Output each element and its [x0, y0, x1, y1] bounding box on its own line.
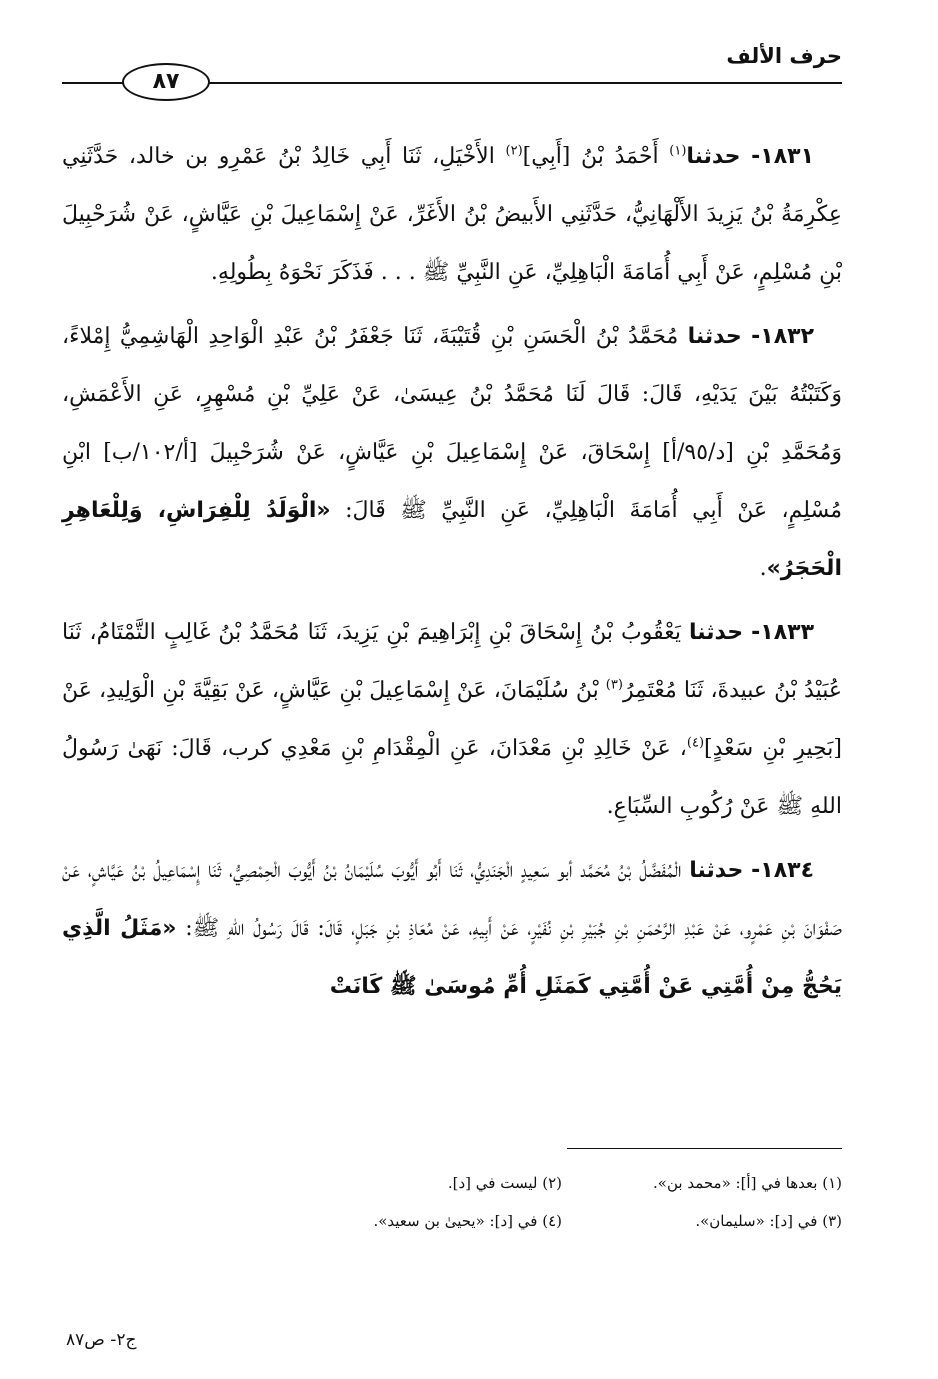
hadith-entry — [62, 604, 842, 836]
footnote-divider — [567, 1148, 842, 1149]
hadith-text: أَحْمَدُ بْنُ [أَبِي] — [522, 144, 670, 169]
hadith-entry — [62, 128, 842, 302]
footnote-ref: (٣) — [605, 677, 623, 693]
footnote-2 — [282, 1168, 562, 1206]
hadith-number: ١٨٣٢- — [751, 324, 814, 349]
footnote-text: بعدها في [أ]: «محمد بن». — [653, 1174, 818, 1192]
hadith-number: ١٨٣٤- — [751, 858, 814, 883]
footnote-id: (٣) — [822, 1212, 842, 1230]
hadith-opening: حدثنا — [687, 324, 742, 349]
volume-page-signature: ج٢- ص٨٧ — [66, 1330, 137, 1350]
footnote-4 — [282, 1206, 562, 1244]
hadith-text: مُحَمَّدُ بْنُ الْحَسَنِ بْنِ قُتَيْبَةَ، ثَنَا جَعْفَرُ بْنُ عَبْدِ الْوَاحِدِ الْهَاشِمِيُّ إِمْلاءً، وَكَتَبْتُهُ بَيْنَ يَدَيْهِ، قَالَ: قَالَ لَنَا مُحَمَّدُ بْنُ عِيسَىٰ، عَنْ عَلِيِّ بْنِ مُسْهِرٍ، عَنِ الأَعْمَشِ، وَمُحَمَّدِ بْنِ [د/٩٥/أ] إِسْحَاقَ، عَنْ إِسْمَاعِيلَ بْنِ عَيَّاشٍ، عَنْ شُرَحْبِيلَ [أ/١٠٢/ب] ابْنِ مُسْلِمٍ، عَنْ أَبِي أُمَامَةَ الْبَاهِلِيِّ، عَنِ النَّبِيِّ ﷺ قَالَ: — [62, 324, 843, 523]
hadith-text-block — [62, 128, 842, 1022]
hadith-closing: . — [759, 556, 767, 581]
hadith-text: ، عَنْ خَالِدِ بْنِ مَعْدَانَ، عَنِ الْمِقْدَامِ بْنِ مَعْدِي كرب، قَالَ: نَهَىٰ رَسُولُ اللهِ ﷺ عَنْ رُكُوبِ السِّبَاعِ. — [62, 736, 842, 819]
footnote-ref: (١) — [669, 143, 687, 159]
footnotes — [62, 1168, 842, 1244]
footnote-ref: (٤) — [686, 735, 705, 751]
footnote-text: ليست في [د]. — [447, 1174, 538, 1192]
hadith-text: الأَخْيَلِ، ثَنَا أَبِي خَالِدُ بْنُ عَمْرِو بن خالد، حَدَّثَنِي عِكْرِمَةُ بْنُ يَزِيدَ الأَلْهَانِيُّ، حَدَّثَنِي الأَبيضُ بْنُ الأَغَرِّ، عَنْ إِسْمَاعِيلَ بْنِ عَيَّاشٍ، عَنْ شُرَحْبِيلَ بْنِ مُسْلِمٍ، عَنْ أَبِي أُمَامَةَ الْبَاهِلِيِّ، عَنِ النَّبِيِّ ﷺ . . . فَذَكَرَ نَحْوَهُ بِطُولِهِ. — [62, 144, 842, 285]
hadith-text: بْنُ سُلَيْمَانَ، عَنْ إِسْمَاعِيلَ بْنِ عَيَّاشٍ، عَنْ بَقِيَّةَ بْنِ الْوَلِيدِ، عَنْ [بَحِيرِ بْنِ سَعْدٍ] — [62, 678, 842, 761]
footnote-row — [62, 1168, 842, 1206]
hadith-opening: حدثنا — [689, 620, 744, 645]
chapter-title: حرف الألف — [726, 44, 842, 68]
footnote-ref: (٢) — [505, 143, 523, 159]
hadith-number: ١٨٣١- — [751, 144, 814, 169]
hadith-number: ١٨٣٣- — [751, 620, 814, 645]
footnote-id: (٤) — [542, 1212, 562, 1230]
footnote-text: في [د]: «يحيىٰ بن سعيد». — [373, 1212, 538, 1230]
page-number-badge: ٨٧ — [122, 63, 210, 101]
footnote-text: في [د]: «سليمان». — [695, 1212, 818, 1230]
footnote-id: (٢) — [542, 1174, 562, 1192]
hadith-entry — [62, 842, 842, 1016]
hadith-text: الْمُفَضَّلُ بْنُ مُحَمَّد أبو سَعِيدٍ الْجَنَدِيُّ، ثَنَا أَبُو أَيُّوبَ سُلَيْمَانُ بْنُ أَيُّوبَ الْحِمْصِيُّ، ثَنَا إِسْمَاعِيلُ بْنُ عَيَّاشٍ، عَنْ صَفْوَانَ بْنِ عَمْرٍو، عَنْ عَبْدِ الرَّحْمَنِ بْنِ جُبَيْرِ بْنِ نُفَيْرٍ، عَنْ أَبِيهِ، عَنْ مُعَاذِ بْنِ جَبَلٍ، قَالَ: قَالَ رَسُولُ اللهِ ﷺ: — [62, 858, 842, 941]
hadith-opening: حدثنا — [686, 144, 741, 169]
hadith-opening: حدثنا — [689, 858, 744, 883]
prophetic-quote: «مَثَلُ الَّذِي يَحُجُّ مِنْ أُمَّتِي عَنْ أُمَّتِي كَمَثَلِ أُمِّ مُوسَىٰ ﷺ كَانَتْ — [62, 916, 842, 999]
hadith-entry — [62, 308, 842, 598]
hadith-text: يَعْقُوبُ بْنُ إِسْحَاقَ بْنِ إِبْرَاهِيمَ بْنِ يَزِيدَ، ثَنَا مُحَمَّدُ بْنُ غَالِبٍ التَّمْتَامُ، ثَنَا عُبَيْدُ بْنُ عبيدةَ، ثَنَا مُعْتَمِرُ — [62, 620, 843, 703]
prophetic-quote: «الْوَلَدُ لِلْفِرَاشِ، وَلِلْعَاهِرِ الْحَجَرُ» — [62, 498, 842, 581]
footnote-3 — [562, 1206, 842, 1244]
page-header — [62, 40, 842, 94]
footnote-id: (١) — [822, 1174, 842, 1192]
footnote-1 — [562, 1168, 842, 1206]
footnote-row — [62, 1206, 842, 1244]
